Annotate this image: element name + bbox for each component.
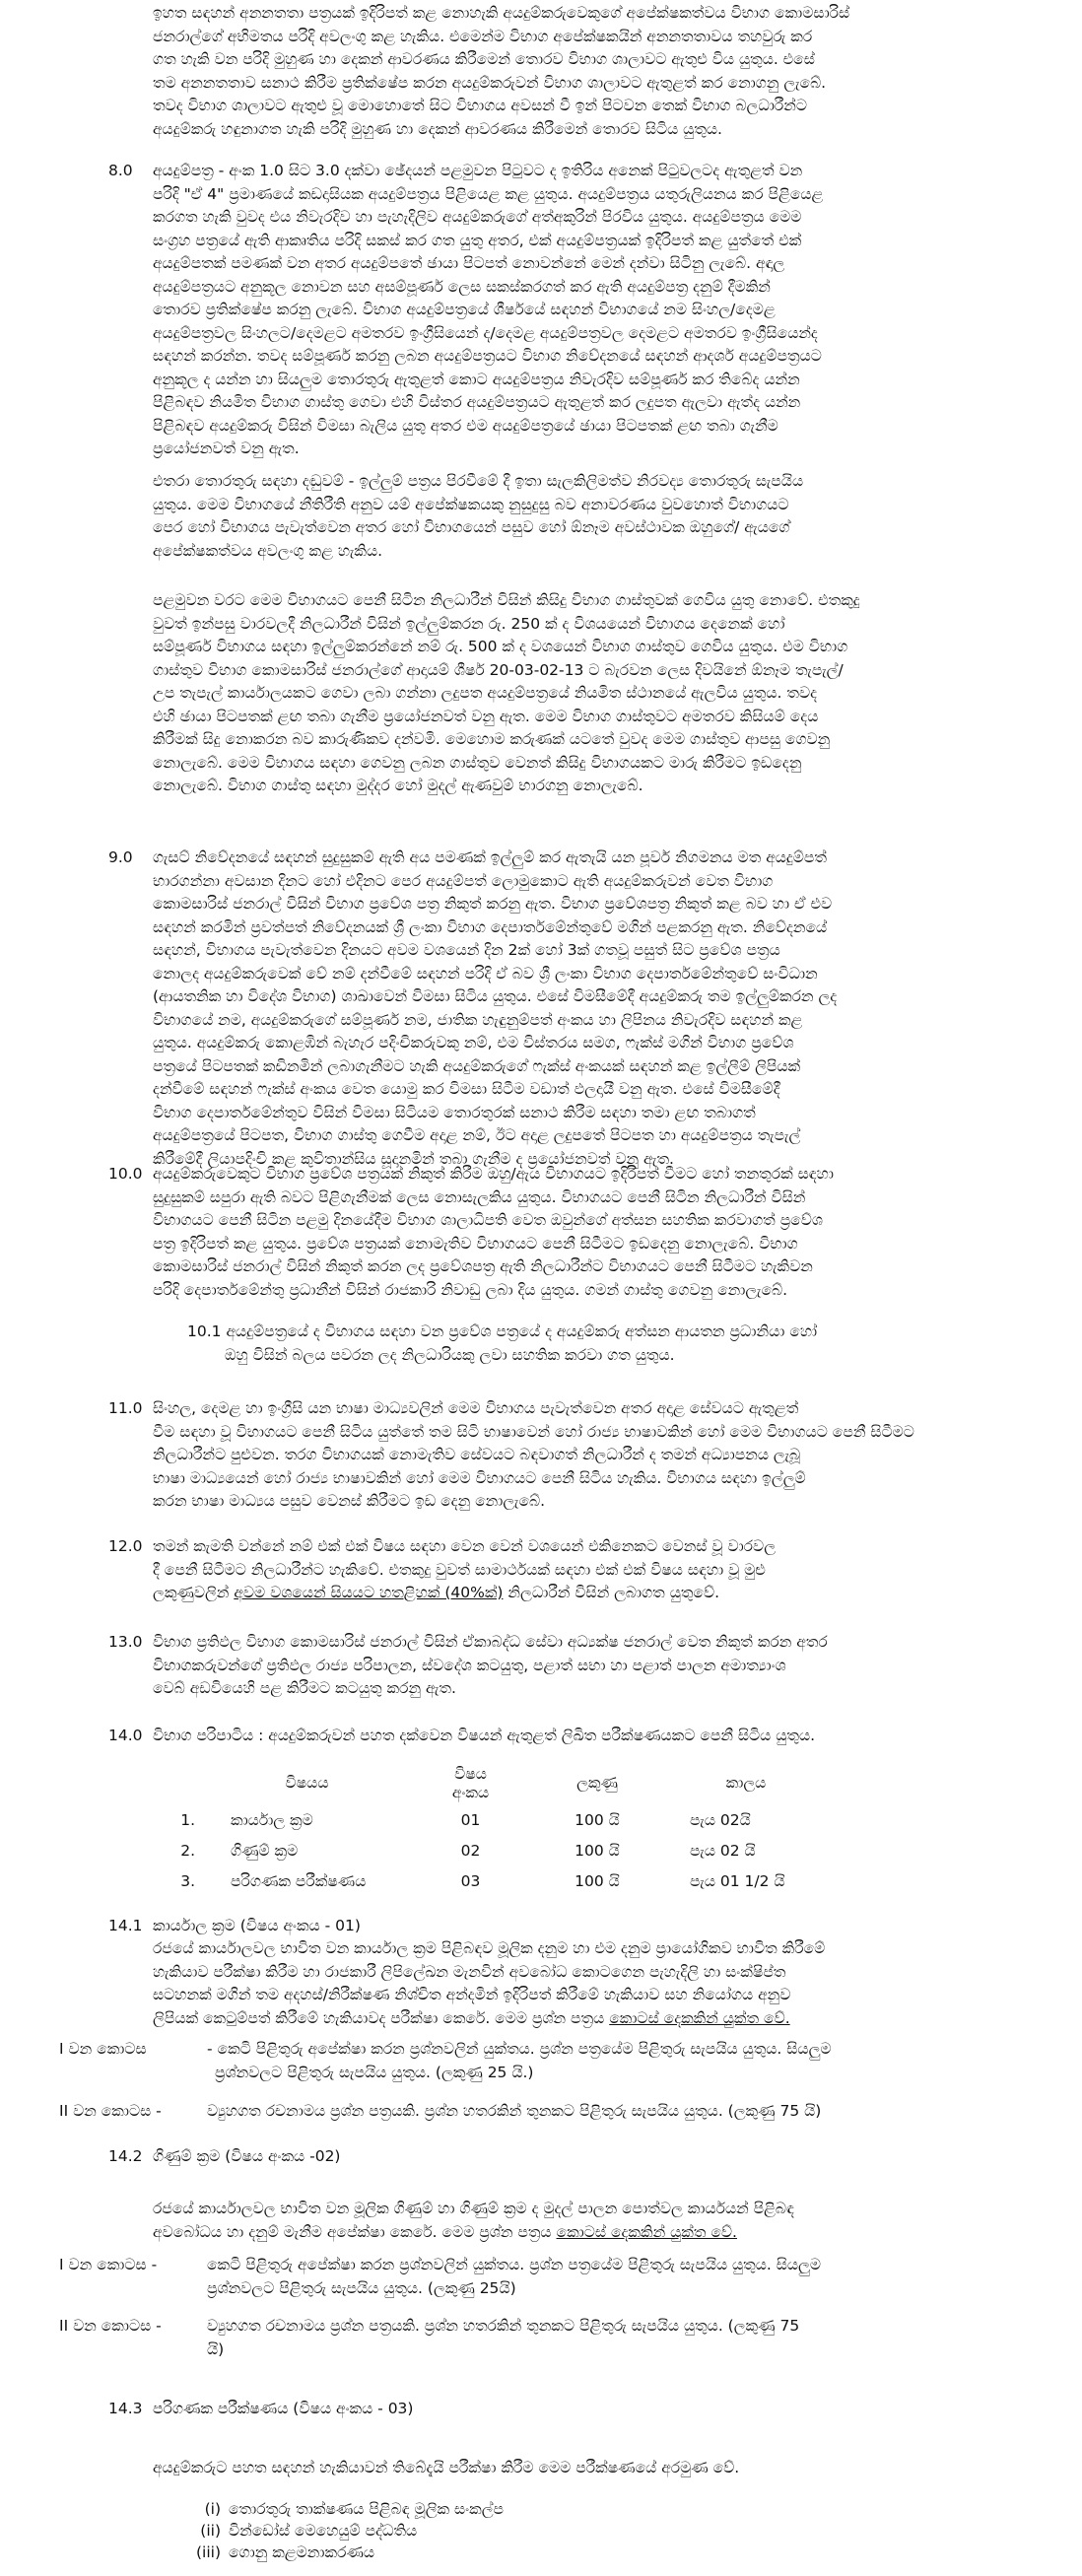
section-12-paragraph xyxy=(153,1535,1040,1605)
text-line: ව්‍යුහගත රචනාමය ප්‍රශ්න පත්‍රයකි. ප්‍රශ්න හතරකින් තුනකට පිළිතුරු සැපයිය යුතුය. (ලකුණු 75 xyxy=(207,2317,800,2335)
text-span: අවබෝධය හා දනුම් මැනීම අපේක්ෂා කෙරේ. මෙම ප්‍රශ්න පත්‍රය xyxy=(153,2222,557,2241)
table-header: කාලය xyxy=(725,1774,767,1793)
text-line: විභාගයේ නම, අයදුම්කරුගේ සම්පූර්ණ නම, ජාතික හැඳුනුම්පත් අංකය හා ලිපිනය නිවැරදිව සඳහන් කළ xyxy=(153,1010,803,1029)
part-1-description xyxy=(207,2038,1040,2084)
table-cell: 100 යි xyxy=(575,1841,620,1860)
text-line: ඔහු විසින් බලය පවරන ලද නිලධාරියකු ලවා සහතික කරවා ගත යුතුය. xyxy=(225,1345,675,1364)
text-line: රජයේ කාර්යාලවල භාවිත වන කාර්යාල ක්‍රම පිළිබඳව මූලික දනුම හා එම දනුම ප්‍රායෝගිකව භාවිත කිරීමේ xyxy=(153,1939,826,1957)
text-line: අනුකූල ද යන්න හා සියලුම තොරතුරු ඇතුළත් කොට අයදුම්පත්‍රය නිවැරදිව සම්පූර්ණ කර තිබේද යන්න xyxy=(153,370,800,388)
table-cell: 2. xyxy=(180,1841,195,1860)
table-cell: 02 xyxy=(460,1841,481,1860)
text-line: වෙබ් අඩවියෙහි පළ කිරීමට කටයුතු කරනු ඇත. xyxy=(153,1679,456,1697)
text-line xyxy=(153,1582,1040,1605)
subjects-table xyxy=(153,1762,828,1897)
text-line: අයදුම්පත්‍රයට අනුකූල නොවන සහ අසම්පූර්ණ ලෙස සකස්කරගත් කර ඇති අයදුම්පත්‍ර දනුම් දීමකින් xyxy=(153,277,771,296)
table-row xyxy=(153,1836,828,1866)
text-line: එතරා තොරතුරු සඳහා දඬුවම් - ඉල්ලුම් පත්‍රය පිරවීමේ දී ඉතා සැලකිලිමත්ව නිරවද්‍ය තොරතුරු සැපයිය xyxy=(153,472,804,490)
text-line: දී පෙනී සිටීමට නිලධාරීන්ට හැකිවේ. එතකුදු වුවත් සාමාර්ථයක් සඳහා එක් එක් විෂය සඳහා වූ මුළු xyxy=(153,1560,766,1579)
text-line: අපේක්ෂකත්වය අවලංගු කළ හැකිය. xyxy=(153,541,383,560)
list-item-text: තොරතුරු තාක්ෂණය පිළිබඳ මූලික සංකල්ප xyxy=(229,2500,505,2518)
text-line: (ආයතනික හා විදේශ විභාග) ශාඛාවෙන් විමසා සිටිය යුතුය. එසේ විමසීමේදී අයදුම්කරු තම ඉල්ලුම්කරන ලද xyxy=(153,987,838,1005)
text-line: විභාගකරුවන්ගේ ප්‍රතිඵල රාජ්‍ය පරිපාලන, ස්වදේශ කටයුතු, පළාත් සභා හා පළාත් පාලන අමාත්‍යාංශ xyxy=(153,1656,786,1674)
section-13-paragraph xyxy=(153,1631,1040,1701)
list-item xyxy=(187,2542,504,2563)
section-10-paragraph xyxy=(153,1163,1040,1302)
text-line: කොමසාරිස් ජනරාල් විසින් නිකුත් කරන ලද ප්‍රවේශපත්‍ර ඇති නිලධාරීන්ට විභාගයට පෙනී සිටීමට හැකිවන xyxy=(153,1257,813,1275)
text-line: යි) xyxy=(207,2339,225,2358)
text-line: ජනරාල්ගේ අභිමතය පරිදි අවලංගු කළ හැකිය. එමෙන්ම විභාග අපේක්ෂකයින් අනනතතාවය තහවුරු කර xyxy=(153,27,813,45)
table-row xyxy=(153,1805,828,1836)
table-cell: 03 xyxy=(460,1871,481,1890)
table-header-row xyxy=(153,1762,828,1805)
table-cell: පැය 02යි xyxy=(690,1810,751,1829)
section-8-paragraph-2 xyxy=(153,470,1040,563)
section-10-1-paragraph xyxy=(187,1321,1040,1367)
text-line: කරන භාෂා මාධ්‍යය පසුව වෙනස් කිරීමට ඉඩ දෙනු නොලැබේ. xyxy=(153,1492,546,1510)
text-line: ප්‍රශ්නවලට පිළිතුරු සැපයිය යුතුය. (ලකුණු 25 යි.) xyxy=(215,2063,534,2081)
text-line: තම අනනතතාව සනාථ කිරීම ප්‍රතික්ෂේප කරන අයදුම්කරුවන් විභාග ශාලාවට ඇතුළත් කර නොගනු ලැබේ. xyxy=(153,73,827,92)
text-line: - කෙටි පිළිතුරු අපේක්ෂා කරන ප්‍රශ්නවලින් යුක්තය. ප්‍රශ්න පත්‍රයේම පිළිතුරු සැපයිය යුතුය. සියලුම xyxy=(207,2040,832,2058)
text-line xyxy=(153,2007,1040,2031)
part-2-description xyxy=(207,2315,1040,2361)
text-line: විභාග ප්‍රතිඵල විභාග කොමසාරිස් ජනරාල් විසින් ඒකාබද්ධ සේවා අධ්‍යක්ෂ ජනරාල් වෙත නිකුත් කරන අතර xyxy=(153,1633,828,1651)
text-line: කිරීමේදී ලියාපදිංචි කළ කුවිතාන්සිය සූදානමින් තබා ගැනීම ද ප්‍රයෝජනවත් වනු ඇත. xyxy=(153,1149,674,1168)
list-item-text: ගොනු කළමනාකරණය xyxy=(229,2543,374,2561)
section-number: 9.0 xyxy=(108,848,133,866)
text-line: ගත හැකි වන පරිදි මුහුණ හා දෙකන් ආවරණය කිරීමෙන් තොරව විභාග ශාලාවට ඇතුළු විය යුතුය. එසේ xyxy=(153,50,815,68)
text-line: දන්වීමේ සඳහන් ෆැක්ස් අංකය වෙත යොමු කර විමසා සිටීම වඩාත් ඵලදායී වනු ඇත. එසේ විමසීමේදී xyxy=(153,1080,780,1098)
part-2-label: II වන කොටස - xyxy=(59,2102,162,2120)
text-line: භාෂා මාධ්‍යයෙන් හෝ රාජ්‍ය භාෂාවකින් හෝ මෙම විභාගයට පෙනී සිටිය හැකිය. විභාගය සඳහා ඉල්ලුම් xyxy=(153,1468,806,1487)
text-line: යුතුය. අයදුම්කරු කොළඹින් බැහැර පදිංචිකරුවකු නම්, එම විස්තරය සමග, ෆැක්ස් මගින් විභාග ප්‍රවේශ xyxy=(153,1034,794,1051)
list-marker: (iii) xyxy=(195,2543,221,2561)
section-14-2-paragraph xyxy=(153,2198,1040,2244)
table-header: ලකුණු xyxy=(576,1774,618,1793)
table-cell: 1. xyxy=(180,1810,195,1829)
section-number: 14.1 xyxy=(108,1917,143,1934)
text-line: කොමසාරිස් ජනරාල් විසින් විභාග ප්‍රවේශ පත්‍ර නිකුත් කරනු ඇත. විභාග ප්‍රවේශපත්‍ර නිකුත් කළ බව හා ඒ එව xyxy=(153,895,833,913)
text-line: පළමුවන වරට මෙම විභාගයට පෙනී සිටින නිලධාරීන් විසින් කිසිදු විභාග ගාස්තුවක් ගෙවිය යුතු නොවේ. එතකුදු xyxy=(153,591,860,609)
table-cell: 01 xyxy=(460,1810,481,1829)
text-line: නොලැබේ. විභාග ගාස්තු සඳහා මුද්දර හෝ මුදල් ඇණවුම් භාරගනු නොලැබේ. xyxy=(153,777,643,794)
text-line: සඳහන් කරමින් ප්‍රවත්පත් නිවේදනයක් ශ්‍රී ලංකා විභාග දෙපාර්තමේන්තුවේ මගින් පළකරනු ඇත. නිවේදනයේ xyxy=(153,917,828,936)
text-line: වුවත් ඉන්පසු වාරවලදී නිලධාරීන් විසින් ඉල්ලුම්කරන රු. 250 ක් ද විශයයෙන් විභාගය දෙනෙක් හෝ xyxy=(153,614,785,633)
section-8-paragraph-1 xyxy=(153,160,1040,461)
text-line: රජයේ කාර්යාලවල භාවිත වන මූලික ගිණුම් හා ගිණුම් ක්‍රම ද මුදල් පාලන පොත්වල කාර්යයන් පිළිබඳ xyxy=(153,2200,794,2217)
text-line: එහි ඡායා පිටපතක් ළඟ තබා ගැනීම ප්‍රයෝජනවත් වනු ඇත. මෙම විභාග ගාස්තුවට අමතරව කිසියම් දෙය xyxy=(153,707,819,725)
text-line: පිළිබඳව නියමිත විභාග ගාස්තු ගෙවා එහි විස්තර අයදුම්පත්‍රයට ඇතුළත් කර ලදුපත ඇලවා ඇත්ද යන්න xyxy=(153,393,801,411)
text-line: අයදුම්කරු හඳුනාගත හැකි පරිදි මුහුණ හා දෙකන් ආවරණය කිරීමෙන් තොරව සිටිය යුතුය. xyxy=(153,119,722,138)
text-line: පිළිබඳව අයදුම්කරු විසින් විමසා බැලිය යුතු අතර එම අයදුම්පත්‍රයේ ඡායා පිටපතක් ළඟ තබා ගැනීම xyxy=(153,416,778,435)
text-line: කිරීමක් සිදු නොකරන බව කාරුණිකව දන්වමි. මෙහොම කරුණක් යටතේ වුවද මෙම ගාස්තුව ආපසු ගෙවනු xyxy=(153,730,831,748)
text-line: යුතුය. මෙම විභාගයේ නීතිරීති අනුව යම් අපේක්ෂකයකු නුසුදුසු බව අනාවරණය වුවහොත් විභාගයට xyxy=(153,495,789,513)
objectives-list xyxy=(187,2498,504,2563)
text-line: තොරව ප්‍රතික්ෂේප කරනු ලැබේ. විභාග අයදුම්පත්‍රයේ ශීර්ෂයේ සඳහන් විභාගයේ නම සිංහල/දෙමළ xyxy=(153,301,776,318)
text-line: හැකියාව පරීක්ෂා කිරීම හා රාජකාරී ලිපිලේඛන මැනවින් අවබෝධ කොටගෙන පැහැදිලි හා සංක්ෂිප්ත xyxy=(153,1962,786,1981)
text-line: ප්‍රයෝජනවත් වනු ඇත. xyxy=(153,440,300,457)
section-number: 14.2 xyxy=(108,2147,143,2165)
intro-paragraph xyxy=(153,2,1040,141)
text-line: විභාගයට පෙනී සිටින පළමු දිනයේදීම විභාග ශාලාධිපති වෙත ඔවුන්ගේ අත්සන සහතික කරවාගත් ප්‍රවේශ xyxy=(153,1211,823,1229)
text-line: ගාස්තුව විභාග කොමසාරිස් ජනරාල්ගේ ආදායම් ශීර්ෂ 20-03-02-13 ට බැරවන ලෙස දිවයිනේ ඕනෑම තැපැල්/ xyxy=(153,660,844,679)
part-2-description: ව්‍යුහගත රචනාමය ප්‍රශ්න පත්‍රයකි. ප්‍රශ්න හතරකින් තුනකට පිළිතුරු සැපයිය යුතුය. (ලකුණු 75 යි) xyxy=(207,2102,822,2120)
text-line: භාරගන්නා අවසාන දිනට හෝ එදිනට පෙර අයදුම්පත් ලොමුකොට ඇති අයදුම්කරුවන් වෙත විභාග xyxy=(153,871,774,890)
list-marker: (ii) xyxy=(200,2522,221,2540)
section-11-paragraph xyxy=(153,1397,1040,1514)
table-cell: කාර්යාල ක්‍රම xyxy=(231,1810,313,1829)
text-line: සටහනක් මගින් තම අදහස්/නිරීක්ෂණ නිශ්චිත අන්දමින් ඉදිරිපත් කිරීමේ හැකියාව සහ නියෝගය අනුව xyxy=(153,1986,791,2003)
list-marker: (i) xyxy=(204,2500,221,2518)
section-14-2-title: ගිණුම් ක්‍රම (විෂය අංකය -02) xyxy=(153,2147,341,2165)
text-line: අයදුම්කරුවෙකුට විභාග ප්‍රවේශ පත්‍රයක් නිකුත් කිරීම ඔහු/ඇය විභාගයට ඉදිරිපත් වීමට හෝ තනතුරක් සඳහා xyxy=(153,1165,834,1183)
section-14-heading: විභාග පරිපාටිය : අයදුම්කරුවන් පහත දක්වෙන විෂයන් ඇතුළත් ලිඛිත පරීක්ෂණයකට පෙනී සිටිය යුතුය. xyxy=(153,1727,816,1744)
text-line: ප්‍රශ්නවලට පිළිතුරු සැපයිය යුතුය. (ලකුණු 25යි) xyxy=(207,2278,516,2297)
text-line: නිලධාරීන්ට පුළුවන. තරග විභාගයක් නොමැතිව සේවයට බඳවාගත් නිලධාරීන් ද තමන් අධ්‍යාපනය ලැබූ xyxy=(153,1446,801,1463)
table-row xyxy=(153,1866,828,1897)
table-cell: ගිණුම් ක්‍රම xyxy=(231,1841,299,1860)
part-1-label: I වන කොටස xyxy=(59,2040,147,2058)
table-cell: 3. xyxy=(180,1871,195,1890)
table-cell: පැය 02 යි xyxy=(690,1841,756,1860)
section-9-paragraph xyxy=(153,847,1040,1171)
text-line: ගැසට් නිවේදනයේ සඳහන් සුදුසුකම් ඇති අය පමණක් ඉල්ලුම් කර ඇතැයි යන පූර්ව නිගමනය මත අයදුම්පත් xyxy=(153,848,827,866)
text-span: ලකුණුවලින් xyxy=(153,1584,235,1601)
text-line: සම්පූර්ණ විභාගය සඳහා ඉල්ලුම්කරන්නේ නම් රු. 500 ක් ද වශයෙන් විභාග ගාස්තුව ගෙවිය යුතුය. එම විභාග xyxy=(153,638,848,655)
text-line: පත්‍ර ඉදිරිපත් කළ යුතුය. ප්‍රවේශ පත්‍රයක් නොමැතිව විභාගයට පෙනී සිටීමට ඉඩදෙනු නොලැබේ. විභාග xyxy=(153,1234,798,1253)
list-item-text: වින්ඩෝස් මෙහෙයුම් පද්ධතිය xyxy=(229,2522,418,2540)
text-line: උප තැපැල් කාර්යාලයකට ගෙවා ලබා ගන්නා ලදුපත අයදුම්පත්‍රයේ නියමිත ස්ථානයේ ඇලවිය යුතුය. තවද xyxy=(153,684,817,702)
section-14-1-title: කාර්යාල ක්‍රම (විෂය අංකය - 01) xyxy=(153,1917,361,1934)
list-item xyxy=(187,2520,504,2542)
text-span: ලිපියක් කෙටුම්පත් කිරීමේ හැකියාවද පරීක්ෂා කෙරේ. මෙම ප්‍රශ්න පත්‍රය xyxy=(153,2008,610,2027)
text-line: පත්‍රයේ පිටපතක් කඩිනමින් ලබාගැනීමට හැකි අයදුම්කරුගේ ෆැක්ස් අංකයක් සඳහන් කළ ඉල්ලීම් ලිපියක් xyxy=(153,1056,801,1075)
part-2-label: II වන කොටස - xyxy=(59,2317,162,2335)
text-line: සඳහන්, විභාගය පැවැත්වෙන දිනයට අවම වශයෙන් දින 2ක් හෝ 3ක් ගතවූ පසුත් සිට ප්‍රවේශ පත්‍රය xyxy=(153,941,780,959)
text-line: 10.1 අයදුම්පත්‍රයේ ද විභාගය සඳහා වන ප්‍රවේශ පත්‍රයේ ද අයදුම්කරු අත්සන ආයතන ප්‍රධානියා හෝ xyxy=(187,1322,818,1340)
table-cell: 100 යි xyxy=(575,1871,620,1890)
text-line: විභාග දෙපාර්තමේන්තුව විසින් විමසා සිටියම තොරතුරක් සනාථ කිරීම සඳහා තමා ළඟ තබාගත් xyxy=(153,1103,756,1121)
list-item xyxy=(187,2498,504,2520)
text-line: සංග්‍රහ පත්‍රයේ ඇති ආකෘතිය පරිදි සකස් කර ගත යුතු අතර, එක් අයදුම්පත්‍රයක් ඉදිරිපත් කළ යුත්තේ එක් xyxy=(153,231,802,249)
section-14-3-intro: අයදුම්කරුට පහත සඳහන් හැකියාවන් තිබේදැයි පරීක්ෂා කිරීම මෙම පරීක්ෂණයේ අරමුණ වේ. xyxy=(153,2459,740,2476)
text-line: පෙර හෝ විභාගය පැවැත්වෙන අතර හෝ විභාගයෙන් පසුව හෝ ඕනෑම අවස්ථාවක ඔහුගේ/ ඇයගේ xyxy=(153,518,790,536)
text-line: සිංහල, දෙමළ හා ඉංග්‍රීසි යන භාෂා මාධ්‍යවලින් මෙම විභාගය පැවැත්වෙන අතර අදාළ සේවයට ඇතුළත් xyxy=(153,1399,799,1417)
text-span: නිලධාරීන් විසින් ලබාගත යුතුවේ. xyxy=(503,1584,720,1601)
section-number: 14.0 xyxy=(108,1727,143,1744)
text-line: වීම සඳහා වූ විභාගයට පෙනී සිටිය යුත්තේ තම සිටි භාෂාවෙන් හෝ රාජ්‍ය භාෂාවකින් හෝ මෙම විභාගයට පෙනී සිටීමට xyxy=(153,1422,914,1441)
text-line: තවද විභාග ශාලාවට ඇතුළු වූ මොහොතේ සිට විභාගය අවසන් වී ඉන් පිටවන තෙක් විභාග බලධාරීන්ට xyxy=(153,97,808,114)
part-1-label: I වන කොටස - xyxy=(59,2256,158,2273)
underlined-parts-note: කොටස් දෙකකින් යුක්ත වේ. xyxy=(609,2008,790,2027)
section-number: 13.0 xyxy=(108,1633,143,1651)
text-line: පරිදි දෙපාර්තමේන්තු ප්‍රධානීන් විසින් රාජකාරි නිවාඩු ලබා දිය යුතුය. ගමන් ගාස්තු ගෙවනු නොලැබේ. xyxy=(153,1280,788,1299)
text-line: කෙටි පිළිතුරු අපේක්ෂා කරන ප්‍රශ්නවලින් යුක්තය. ප්‍රශ්න පත්‍රයේම පිළිතුරු සැපයිය යුතුය. සියලුම xyxy=(207,2256,822,2273)
text-line: ඉහත සඳහන් අනනතතා පත්‍රයක් ඉදිරිපත් කළ නොහැකි අයදුම්කරුවෙකුගේ අපේක්ෂකත්වය විභාග කොමසාරිස් xyxy=(153,4,850,22)
section-number: 10.0 xyxy=(108,1165,143,1183)
text-line: නොලද අයදුම්කරුවෙක් වේ නම් දන්වීමේ සඳහන් පරිදි ඒ බව ශ්‍රී ලංකා විභාග දෙපාර්තමේන්තුවේ සංවිධාන xyxy=(153,964,818,983)
section-number: 8.0 xyxy=(108,162,133,179)
underlined-pass-mark: අවම වශයෙන් සියයට හතළිහක් (40%ක්) xyxy=(234,1584,504,1601)
section-number: 14.3 xyxy=(108,2400,143,2417)
underlined-parts-note: කොටස් දෙකකින් යුක්ත වේ. xyxy=(556,2222,737,2241)
section-number: 12.0 xyxy=(108,1537,143,1555)
section-8-paragraph-3 xyxy=(153,589,1040,798)
text-line: තමන් කැමති වන්නේ නම් එක් එක් විෂය සඳහා වෙන වෙන් වශයෙන් එකිනෙකට වෙනස් වූ වාරවල xyxy=(153,1537,777,1555)
text-line: සුදුසුකම් සපුරා ඇති බවට පිළිගැනීමක් ලෙස නොසැලකිය යුතුය. විභාගයට පෙනී සිටින නිලධාරීන් විසින් xyxy=(153,1187,806,1206)
section-number: 11.0 xyxy=(108,1399,143,1417)
text-line: කරගත හැකි වුවද එය නිවැරදිව හා පැහැදිලිව අයදුම්කරුගේ අත්අකුරින් පිරවිය යුතුය. අයදුම්පත්‍රය මෙම xyxy=(153,208,802,226)
table-header: විෂයය xyxy=(285,1774,329,1793)
section-14-1-paragraph xyxy=(153,1937,1040,2030)
table-cell: 100 යි xyxy=(575,1810,620,1829)
table-cell: පැය 01 1/2 යි xyxy=(690,1871,785,1890)
text-line: සඳහන් කරන්න. තවද සම්පූර්ණ කරනු ලබන අයදුම්පත්‍රයට විභාග නිවේදනයේ සඳහන් ආදර්ශ අයදුම්පත්‍රයට xyxy=(153,347,822,365)
text-line: අයදුම්පතක් පමණක් වන අතර අයදුම්පතේ ඡායා පිටපත් නොවන්නේ මෙන් දන්වා සිටිනු ලැබේ. අඳාල xyxy=(153,254,785,272)
part-1-description xyxy=(207,2254,1040,2300)
table-header: විෂය අංකය xyxy=(451,1765,490,1801)
section-14-3-title: පරිගණක පරීක්ෂණය (විෂය අංකය - 03) xyxy=(153,2400,414,2417)
text-line: අයදුම්පත්‍රවල සිංහලට/දෙමළට අමතරව ඉංග්‍රීසියෙන් ද/දෙමළ අයදුම්පත්‍රවල දෙමළට අමතරව ඉංග්‍රීසියෙන්ද xyxy=(153,323,818,342)
text-line xyxy=(153,2221,1040,2245)
text-line: අයදුම්පත්‍ර - අංක 1.0 සිට 3.0 දක්වා ඡේදයන් පළමුවන පිටුවට ද ඉතිරිය අනෙක් පිටුවලටද ඇතුළත් වන xyxy=(153,162,803,179)
text-line: නොලැබේ. මෙම විභාගය සඳහා ගෙවනු ලබන ගාස්තුව වෙනත් කිසිදු විභාගයකට මාරු කිරීමට ඉඩදෙනු xyxy=(153,753,802,772)
table-cell: පරිගණක පරීක්ෂණය xyxy=(231,1871,367,1890)
text-line: පරිදි "ඒ 4" ප්‍රමාණයේ කඩදාසියක අයදුම්පත්‍රය පිළියෙළ කළ යුතුය. අයදුම්පත්‍රය යතුරුලියනය කර පිළියෙළ xyxy=(153,184,824,203)
text-line: අයදුම්පත්‍රයේ පිටපත, විභාග ගාස්තු ගෙවීම අදාළ නම්, ඊට අදාළ ලදුපතේ පිටපත හා අයදුම්පත්‍රය තැපැල් xyxy=(153,1126,801,1144)
